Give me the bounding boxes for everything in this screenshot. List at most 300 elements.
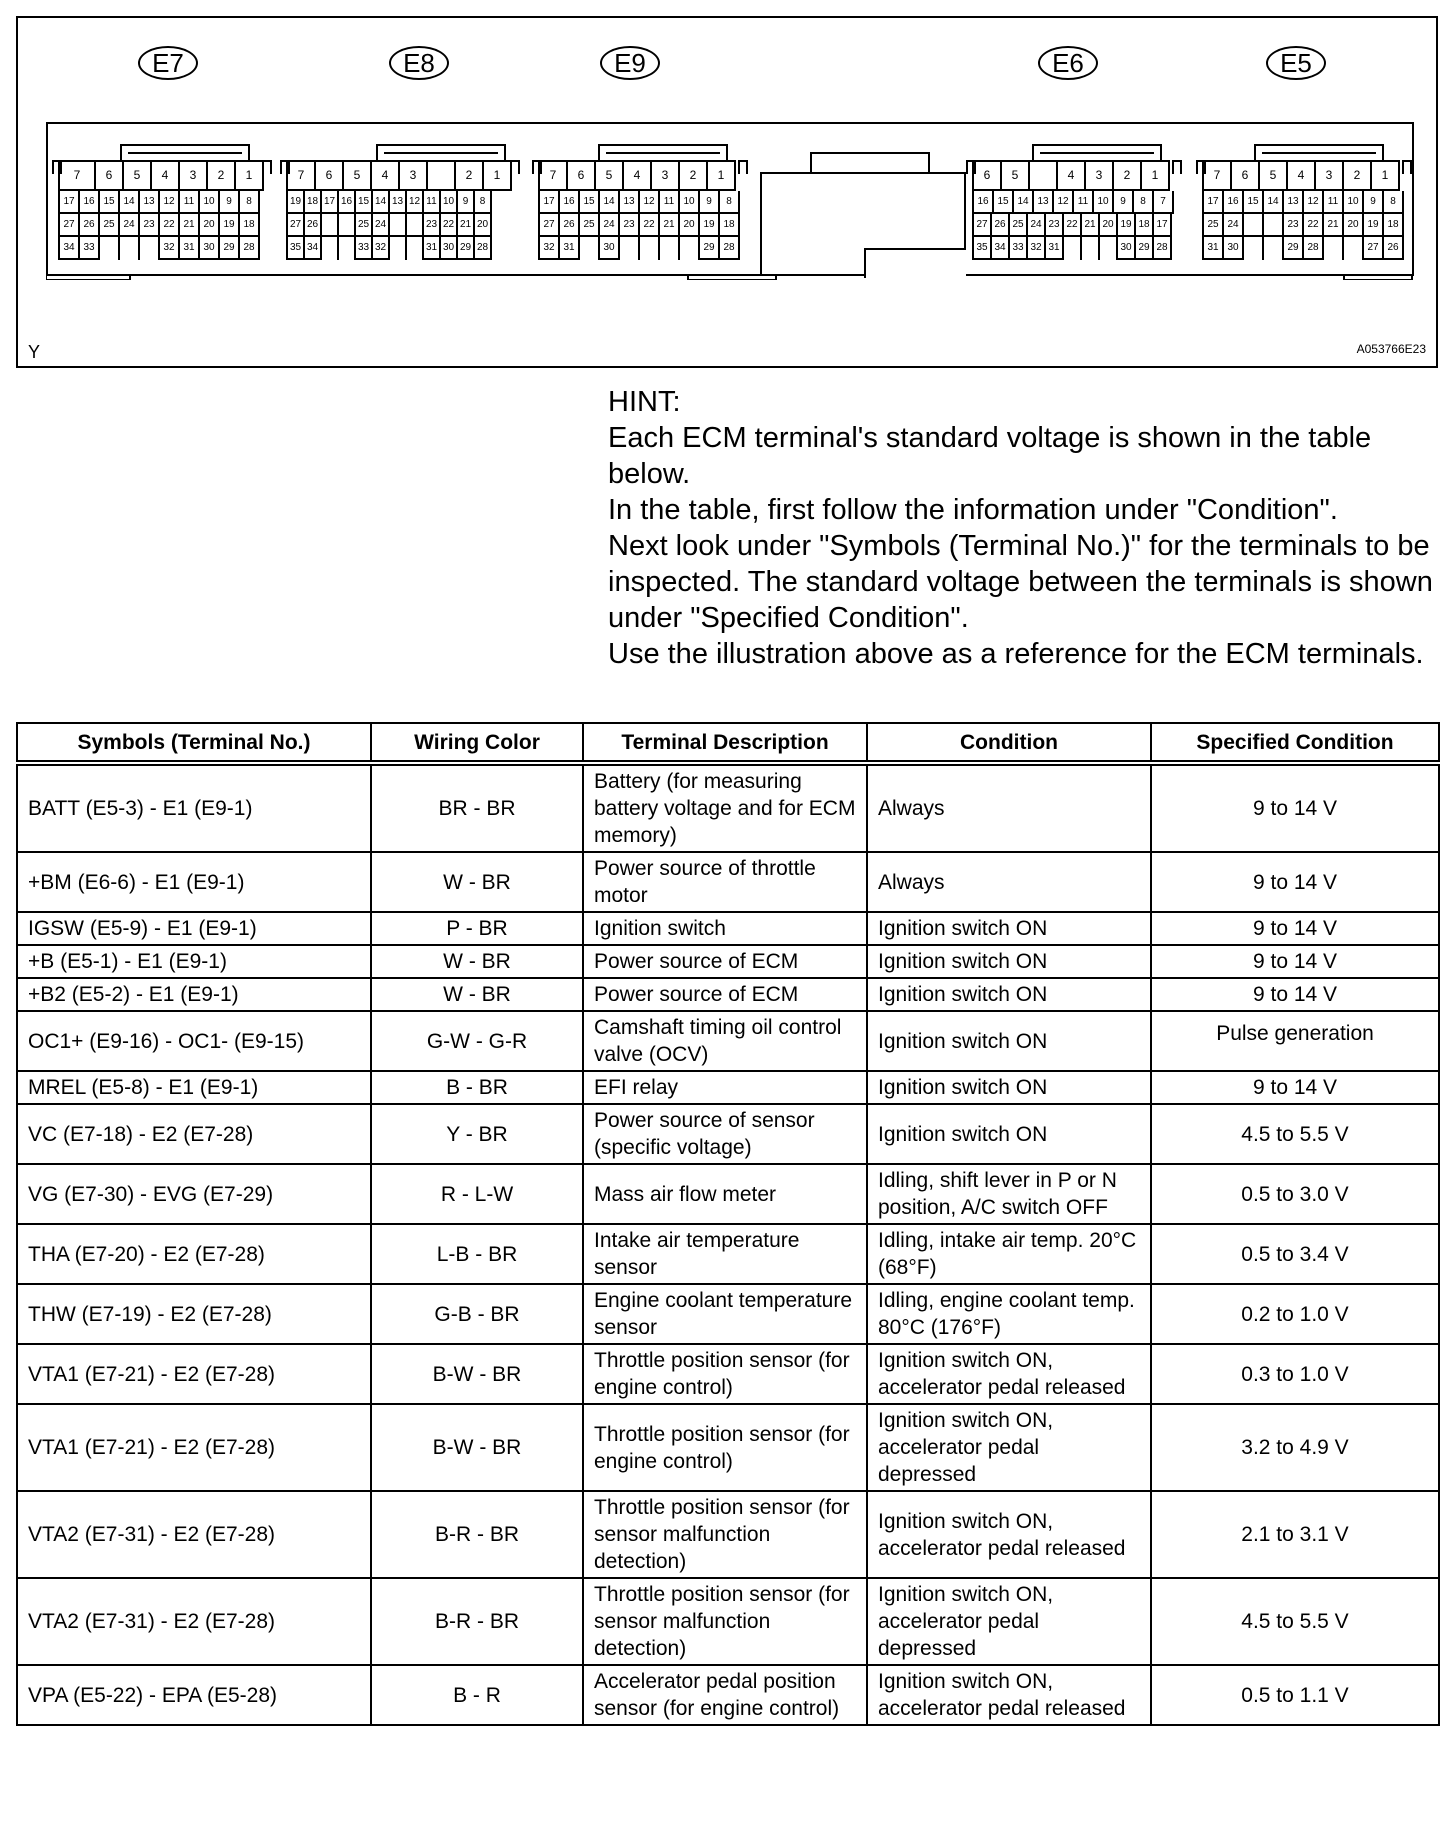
pin-e7-17: 17 (60, 191, 80, 214)
pin-e8-15: 15 (356, 191, 373, 214)
cell-wiring-color: W - BR (371, 978, 583, 1011)
pin-e5-30: 30 (1224, 237, 1244, 260)
cell-wiring-color: B-W - BR (371, 1404, 583, 1491)
pin-e5-31: 31 (1204, 237, 1224, 260)
header-wiring-color: Wiring Color (371, 723, 583, 763)
cell-wiring-color: Y - BR (371, 1104, 583, 1164)
pin-e6-30: 30 (1118, 237, 1136, 260)
pin-e6-14: 14 (1014, 191, 1034, 214)
table-row (17, 763, 1439, 852)
cell-wiring-color: B-R - BR (371, 1491, 583, 1578)
cell-wiring-color: P - BR (371, 912, 583, 945)
cell-terminal-description: Battery (for measuring battery voltage and for ECM memory) (583, 763, 867, 852)
cell-condition: Idling, engine coolant temp. 80°C (176°F) (867, 1284, 1151, 1344)
pin-empty (428, 162, 456, 191)
pin-e5-24: 24 (1224, 214, 1244, 237)
pin-e6-5: 5 (1002, 162, 1030, 191)
cell-symbols: BATT (E5-3) - E1 (E9-1) (17, 763, 371, 852)
cell-wiring-color: BR - BR (371, 763, 583, 852)
pin-e7-13: 13 (140, 191, 160, 214)
pin-e6-2: 2 (1114, 162, 1142, 191)
pin-e9-9: 9 (700, 191, 720, 214)
pin-empty (322, 237, 339, 260)
pin-empty (1344, 237, 1364, 260)
table-row (17, 1071, 1439, 1104)
header-symbols: Symbols (Terminal No.) (17, 723, 371, 763)
pin-empty (580, 237, 600, 260)
pin-e9-24: 24 (600, 214, 620, 237)
cell-condition: Ignition switch ON, accelerator pedal released (867, 1665, 1151, 1725)
pin-e5-23: 23 (1284, 214, 1304, 237)
cell-terminal-description: Power source of ECM (583, 978, 867, 1011)
pin-e6-31: 31 (1046, 237, 1064, 260)
pin-e7-3: 3 (180, 162, 208, 191)
pin-e8-12: 12 (407, 191, 424, 214)
cell-terminal-description: Accelerator pedal position sensor (for engine control) (583, 1665, 867, 1725)
pin-e8-32: 32 (373, 237, 390, 260)
pin-empty (120, 237, 140, 260)
pin-e6-6: 6 (974, 162, 1002, 191)
pin-e9-29: 29 (700, 237, 720, 260)
connector-guide (1172, 160, 1182, 174)
pin-e8-27: 27 (288, 214, 305, 237)
pin-e6-32: 32 (1028, 237, 1046, 260)
pin-e8-35: 35 (288, 237, 305, 260)
pin-e6-25: 25 (1010, 214, 1028, 237)
pin-e5-2: 2 (1344, 162, 1372, 191)
pin-e9-3: 3 (652, 162, 680, 191)
connector-latch (598, 144, 728, 160)
pin-e5-17: 17 (1204, 191, 1224, 214)
cell-specified-condition: 9 to 14 V (1151, 852, 1439, 912)
pin-e6-8: 8 (1134, 191, 1154, 214)
pin-e5-27: 27 (1364, 237, 1384, 260)
pin-empty (1100, 237, 1118, 260)
hint-line-4: Use the illustration above as a reference for the ECM terminals. (608, 638, 1424, 670)
pin-empty (1264, 214, 1284, 237)
cell-symbols: VTA2 (E7-31) - E2 (E7-28) (17, 1578, 371, 1665)
pin-empty (1064, 237, 1082, 260)
cell-specified-condition: Pulse generation (1151, 1011, 1439, 1071)
pin-e7-5: 5 (124, 162, 152, 191)
pin-e7-2: 2 (208, 162, 236, 191)
pin-e9-17: 17 (540, 191, 560, 214)
cell-specified-condition: 9 to 14 V (1151, 763, 1439, 852)
table-row (17, 1284, 1439, 1344)
pin-e8-9: 9 (458, 191, 475, 214)
pin-e5-8: 8 (1384, 191, 1404, 214)
table-row (17, 912, 1439, 945)
pin-e9-22: 22 (640, 214, 660, 237)
pin-e9-13: 13 (620, 191, 640, 214)
pin-empty (1244, 214, 1264, 237)
cell-wiring-color: W - BR (371, 852, 583, 912)
cell-wiring-color: G-B - BR (371, 1284, 583, 1344)
cell-terminal-description: Power source of throttle motor (583, 852, 867, 912)
pin-empty (1264, 237, 1284, 260)
connector-guide (1402, 160, 1412, 174)
pin-empty (1082, 237, 1100, 260)
cell-condition: Ignition switch ON, accelerator pedal released (867, 1344, 1151, 1404)
pin-e7-26: 26 (80, 214, 100, 237)
pin-e7-18: 18 (240, 214, 260, 237)
center-key-block (760, 172, 966, 276)
pin-e9-18: 18 (720, 214, 740, 237)
pin-empty (620, 237, 640, 260)
cell-wiring-color: B - R (371, 1665, 583, 1725)
pin-e5-16: 16 (1224, 191, 1244, 214)
hint-line-1: Each ECM terminal's standard voltage is shown in the table below. (608, 422, 1372, 490)
cell-specified-condition: 0.5 to 1.1 V (1151, 1665, 1439, 1725)
pin-e7-21: 21 (180, 214, 200, 237)
pin-e7-4: 4 (152, 162, 180, 191)
pin-e7-12: 12 (160, 191, 180, 214)
pin-e6-16: 16 (974, 191, 994, 214)
cell-terminal-description: Power source of ECM (583, 945, 867, 978)
pin-e6-24: 24 (1028, 214, 1046, 237)
pin-e8-24: 24 (373, 214, 390, 237)
hint-line-2: In the table, first follow the information under "Condition". (608, 494, 1338, 526)
pin-e8-8: 8 (475, 191, 492, 214)
pin-e5-29: 29 (1284, 237, 1304, 260)
pin-empty (680, 237, 700, 260)
pin-e8-22: 22 (441, 214, 458, 237)
pin-e5-9: 9 (1364, 191, 1384, 214)
pin-e6-29: 29 (1136, 237, 1154, 260)
pin-e6-1: 1 (1142, 162, 1170, 191)
pin-e6-21: 21 (1082, 214, 1100, 237)
table-row (17, 1344, 1439, 1404)
cell-specified-condition: 2.1 to 3.1 V (1151, 1491, 1439, 1578)
pin-e5-6: 6 (1232, 162, 1260, 191)
pin-e9-8: 8 (720, 191, 740, 214)
table-row (17, 1104, 1439, 1164)
pin-e9-6: 6 (568, 162, 596, 191)
pin-e5-21: 21 (1324, 214, 1344, 237)
connector-latch (1254, 144, 1384, 160)
pin-e7-14: 14 (120, 191, 140, 214)
cell-symbols: +BM (E6-6) - E1 (E9-1) (17, 852, 371, 912)
cell-specified-condition: 4.5 to 5.5 V (1151, 1104, 1439, 1164)
cell-condition: Ignition switch ON (867, 912, 1151, 945)
pin-e6-10: 10 (1094, 191, 1114, 214)
connector-label-e7: E7 (138, 46, 198, 80)
cell-terminal-description: EFI relay (583, 1071, 867, 1104)
hint-title: HINT: (608, 386, 681, 418)
pin-e8-20: 20 (475, 214, 492, 237)
pin-e9-27: 27 (540, 214, 560, 237)
connector-latch (376, 144, 506, 160)
cell-specified-condition: 0.3 to 1.0 V (1151, 1344, 1439, 1404)
pin-e9-21: 21 (660, 214, 680, 237)
pin-empty (1244, 237, 1264, 260)
table-row (17, 1491, 1439, 1578)
cell-symbols: VTA1 (E7-21) - E2 (E7-28) (17, 1404, 371, 1491)
pin-e8-17: 17 (322, 191, 339, 214)
pin-empty (390, 237, 407, 260)
cell-symbols: OC1+ (E9-16) - OC1- (E9-15) (17, 1011, 371, 1071)
connector-label-e6: E6 (1038, 46, 1098, 80)
pin-e8-6: 6 (316, 162, 344, 191)
connector-label-e5: E5 (1266, 46, 1326, 80)
pin-e8-25: 25 (356, 214, 373, 237)
pin-e7-27: 27 (60, 214, 80, 237)
connector-latch (1032, 144, 1162, 160)
cell-specified-condition: 0.5 to 3.0 V (1151, 1164, 1439, 1224)
pin-e7-23: 23 (140, 214, 160, 237)
pin-e9-7: 7 (540, 162, 568, 191)
pin-e8-30: 30 (441, 237, 458, 260)
table-row (17, 1011, 1439, 1071)
pin-e9-12: 12 (640, 191, 660, 214)
cell-specified-condition: 9 to 14 V (1151, 945, 1439, 978)
pin-e8-5: 5 (344, 162, 372, 191)
pin-e6-18: 18 (1136, 214, 1154, 237)
cell-symbols: VPA (E5-22) - EPA (E5-28) (17, 1665, 371, 1725)
pin-e9-16: 16 (560, 191, 580, 214)
pin-e5-4: 4 (1288, 162, 1316, 191)
pin-empty (1030, 162, 1058, 191)
pin-e8-3: 3 (400, 162, 428, 191)
cell-wiring-color: W - BR (371, 945, 583, 978)
pin-e7-29: 29 (220, 237, 240, 260)
pin-empty (339, 237, 356, 260)
pin-e6-13: 13 (1034, 191, 1054, 214)
pin-e8-31: 31 (424, 237, 441, 260)
pin-e7-7: 7 (60, 162, 96, 191)
pin-e5-22: 22 (1304, 214, 1324, 237)
cell-symbols: VTA1 (E7-21) - E2 (E7-28) (17, 1344, 371, 1404)
pin-e8-21: 21 (458, 214, 475, 237)
pin-empty (1324, 237, 1344, 260)
table-row (17, 978, 1439, 1011)
cell-condition: Ignition switch ON (867, 945, 1151, 978)
pin-empty (140, 237, 160, 260)
pin-e5-10: 10 (1344, 191, 1364, 214)
pin-e6-27: 27 (974, 214, 992, 237)
pin-e5-25: 25 (1204, 214, 1224, 237)
cell-condition: Ignition switch ON (867, 978, 1151, 1011)
pin-e5-14: 14 (1264, 191, 1284, 214)
cell-wiring-color: B-R - BR (371, 1578, 583, 1665)
cell-terminal-description: Ignition switch (583, 912, 867, 945)
pin-e9-28: 28 (720, 237, 740, 260)
pin-e5-15: 15 (1244, 191, 1264, 214)
cell-condition: Idling, intake air temp. 20°C (68°F) (867, 1224, 1151, 1284)
pin-e7-6: 6 (96, 162, 124, 191)
pin-e9-10: 10 (680, 191, 700, 214)
pin-e9-32: 32 (540, 237, 560, 260)
pin-e7-8: 8 (240, 191, 260, 214)
pin-e6-7: 7 (1154, 191, 1174, 214)
pin-e8-7: 7 (288, 162, 316, 191)
pin-e8-4: 4 (372, 162, 400, 191)
table-row (17, 1224, 1439, 1284)
cell-wiring-color: B - BR (371, 1071, 583, 1104)
pin-e8-10: 10 (441, 191, 458, 214)
header-condition: Condition (867, 723, 1151, 763)
cell-condition: Idling, shift lever in P or N position, A/C switch OFF (867, 1164, 1151, 1224)
corner-label: Y (28, 342, 41, 362)
pin-e8-13: 13 (390, 191, 407, 214)
table-row (17, 1578, 1439, 1665)
pin-e8-18: 18 (305, 191, 322, 214)
pin-e5-13: 13 (1284, 191, 1304, 214)
pin-empty (660, 237, 680, 260)
cell-wiring-color: L-B - BR (371, 1224, 583, 1284)
pin-e6-35: 35 (974, 237, 992, 260)
pin-e7-19: 19 (220, 214, 240, 237)
pin-e7-34: 34 (60, 237, 80, 260)
pin-e8-34: 34 (305, 237, 322, 260)
pin-e6-4: 4 (1058, 162, 1086, 191)
cell-symbols: VG (E7-30) - EVG (E7-29) (17, 1164, 371, 1224)
pin-e5-7: 7 (1204, 162, 1232, 191)
cell-wiring-color: B-W - BR (371, 1344, 583, 1404)
pin-e9-5: 5 (596, 162, 624, 191)
cell-condition: Always (867, 763, 1151, 852)
pin-e7-15: 15 (100, 191, 120, 214)
pin-e6-11: 11 (1074, 191, 1094, 214)
cell-symbols: +B2 (E5-2) - E1 (E9-1) (17, 978, 371, 1011)
pin-e9-31: 31 (560, 237, 580, 260)
pin-e5-5: 5 (1260, 162, 1288, 191)
pin-e6-9: 9 (1114, 191, 1134, 214)
cell-specified-condition: 3.2 to 4.9 V (1151, 1404, 1439, 1491)
cell-symbols: IGSW (E5-9) - E1 (E9-1) (17, 912, 371, 945)
pin-e5-3: 3 (1316, 162, 1344, 191)
pin-e7-32: 32 (160, 237, 180, 260)
pin-e5-18: 18 (1384, 214, 1404, 237)
pin-e9-26: 26 (560, 214, 580, 237)
cell-terminal-description: Throttle position sensor (for sensor malfunction detection) (583, 1491, 867, 1578)
cell-specified-condition: 9 to 14 V (1151, 978, 1439, 1011)
pin-e9-15: 15 (580, 191, 600, 214)
cell-terminal-description: Mass air flow meter (583, 1164, 867, 1224)
connector-label-e8: E8 (389, 46, 449, 80)
pin-e8-2: 2 (456, 162, 484, 191)
cell-symbols: THW (E7-19) - E2 (E7-28) (17, 1284, 371, 1344)
connector-guide (738, 160, 748, 174)
cell-condition: Ignition switch ON, accelerator pedal depressed (867, 1578, 1151, 1665)
pin-e7-11: 11 (180, 191, 200, 214)
table-row (17, 945, 1439, 978)
pin-e9-2: 2 (680, 162, 708, 191)
table-row (17, 1164, 1439, 1224)
pin-empty (407, 237, 424, 260)
pin-e7-10: 10 (200, 191, 220, 214)
table-header-row (17, 723, 1439, 763)
pin-e9-19: 19 (700, 214, 720, 237)
cell-terminal-description: Throttle position sensor (for engine control) (583, 1404, 867, 1491)
pin-e5-12: 12 (1304, 191, 1324, 214)
pin-e9-11: 11 (660, 191, 680, 214)
pin-e6-23: 23 (1046, 214, 1064, 237)
cell-wiring-color: G-W - G-R (371, 1011, 583, 1071)
pin-empty (339, 214, 356, 237)
pin-e6-22: 22 (1064, 214, 1082, 237)
cell-condition: Ignition switch ON (867, 1011, 1151, 1071)
header-terminal-description: Terminal Description (583, 723, 867, 763)
connector-latch (120, 144, 250, 160)
connector-bottom-rail (46, 274, 1414, 280)
cell-condition: Ignition switch ON, accelerator pedal released (867, 1491, 1151, 1578)
pin-e8-11: 11 (424, 191, 441, 214)
pin-e9-14: 14 (600, 191, 620, 214)
cell-symbols: VTA2 (E7-31) - E2 (E7-28) (17, 1491, 371, 1578)
pin-e8-28: 28 (475, 237, 492, 260)
pin-empty (640, 237, 660, 260)
pin-e8-1: 1 (484, 162, 512, 191)
cell-terminal-description: Throttle position sensor (for sensor malfunction detection) (583, 1578, 867, 1665)
cell-terminal-description: Throttle position sensor (for engine control) (583, 1344, 867, 1404)
pin-e8-29: 29 (458, 237, 475, 260)
cell-terminal-description: Intake air temperature sensor (583, 1224, 867, 1284)
cell-symbols: +B (E5-1) - E1 (E9-1) (17, 945, 371, 978)
cell-symbols: MREL (E5-8) - E1 (E9-1) (17, 1071, 371, 1104)
cell-terminal-description: Camshaft timing oil control valve (OCV) (583, 1011, 867, 1071)
hint-block (608, 384, 1438, 672)
pin-e7-33: 33 (80, 237, 100, 260)
cell-terminal-description: Engine coolant temperature sensor (583, 1284, 867, 1344)
pin-e6-20: 20 (1100, 214, 1118, 237)
pin-e6-34: 34 (992, 237, 1010, 260)
terminal-voltage-table (16, 722, 1440, 1726)
header-specified-condition: Specified Condition (1151, 723, 1439, 763)
pin-e7-22: 22 (160, 214, 180, 237)
pin-e8-16: 16 (339, 191, 356, 214)
pin-e5-28: 28 (1304, 237, 1324, 260)
cell-specified-condition: 4.5 to 5.5 V (1151, 1578, 1439, 1665)
pin-e5-1: 1 (1372, 162, 1400, 191)
cell-wiring-color: R - L-W (371, 1164, 583, 1224)
pin-e8-14: 14 (373, 191, 390, 214)
pin-e7-31: 31 (180, 237, 200, 260)
pin-e9-1: 1 (708, 162, 736, 191)
cell-symbols: THA (E7-20) - E2 (E7-28) (17, 1224, 371, 1284)
cell-condition: Ignition switch ON, accelerator pedal depressed (867, 1404, 1151, 1491)
pin-e6-19: 19 (1118, 214, 1136, 237)
pin-e5-19: 19 (1364, 214, 1384, 237)
pin-empty (100, 237, 120, 260)
pin-e6-12: 12 (1054, 191, 1074, 214)
pin-e8-19: 19 (288, 191, 305, 214)
pin-e6-3: 3 (1086, 162, 1114, 191)
pin-e7-16: 16 (80, 191, 100, 214)
pin-e6-15: 15 (994, 191, 1014, 214)
pin-e9-30: 30 (600, 237, 620, 260)
connector-label-e9: E9 (600, 46, 660, 80)
pin-empty (390, 214, 407, 237)
cell-specified-condition: 9 to 14 V (1151, 912, 1439, 945)
cell-specified-condition: 0.5 to 3.4 V (1151, 1224, 1439, 1284)
pin-e6-28: 28 (1154, 237, 1172, 260)
pin-e5-26: 26 (1384, 237, 1404, 260)
pin-e5-11: 11 (1324, 191, 1344, 214)
pin-e6-33: 33 (1010, 237, 1028, 260)
cell-specified-condition: 9 to 14 V (1151, 1071, 1439, 1104)
pin-e9-20: 20 (680, 214, 700, 237)
pin-e8-26: 26 (305, 214, 322, 237)
pin-e6-26: 26 (992, 214, 1010, 237)
connector-diagram (16, 16, 1438, 368)
pin-e6-17: 17 (1154, 214, 1172, 237)
pin-e8-23: 23 (424, 214, 441, 237)
table-row (17, 852, 1439, 912)
table-row (17, 1404, 1439, 1491)
pin-e9-23: 23 (620, 214, 640, 237)
cell-condition: Always (867, 852, 1151, 912)
